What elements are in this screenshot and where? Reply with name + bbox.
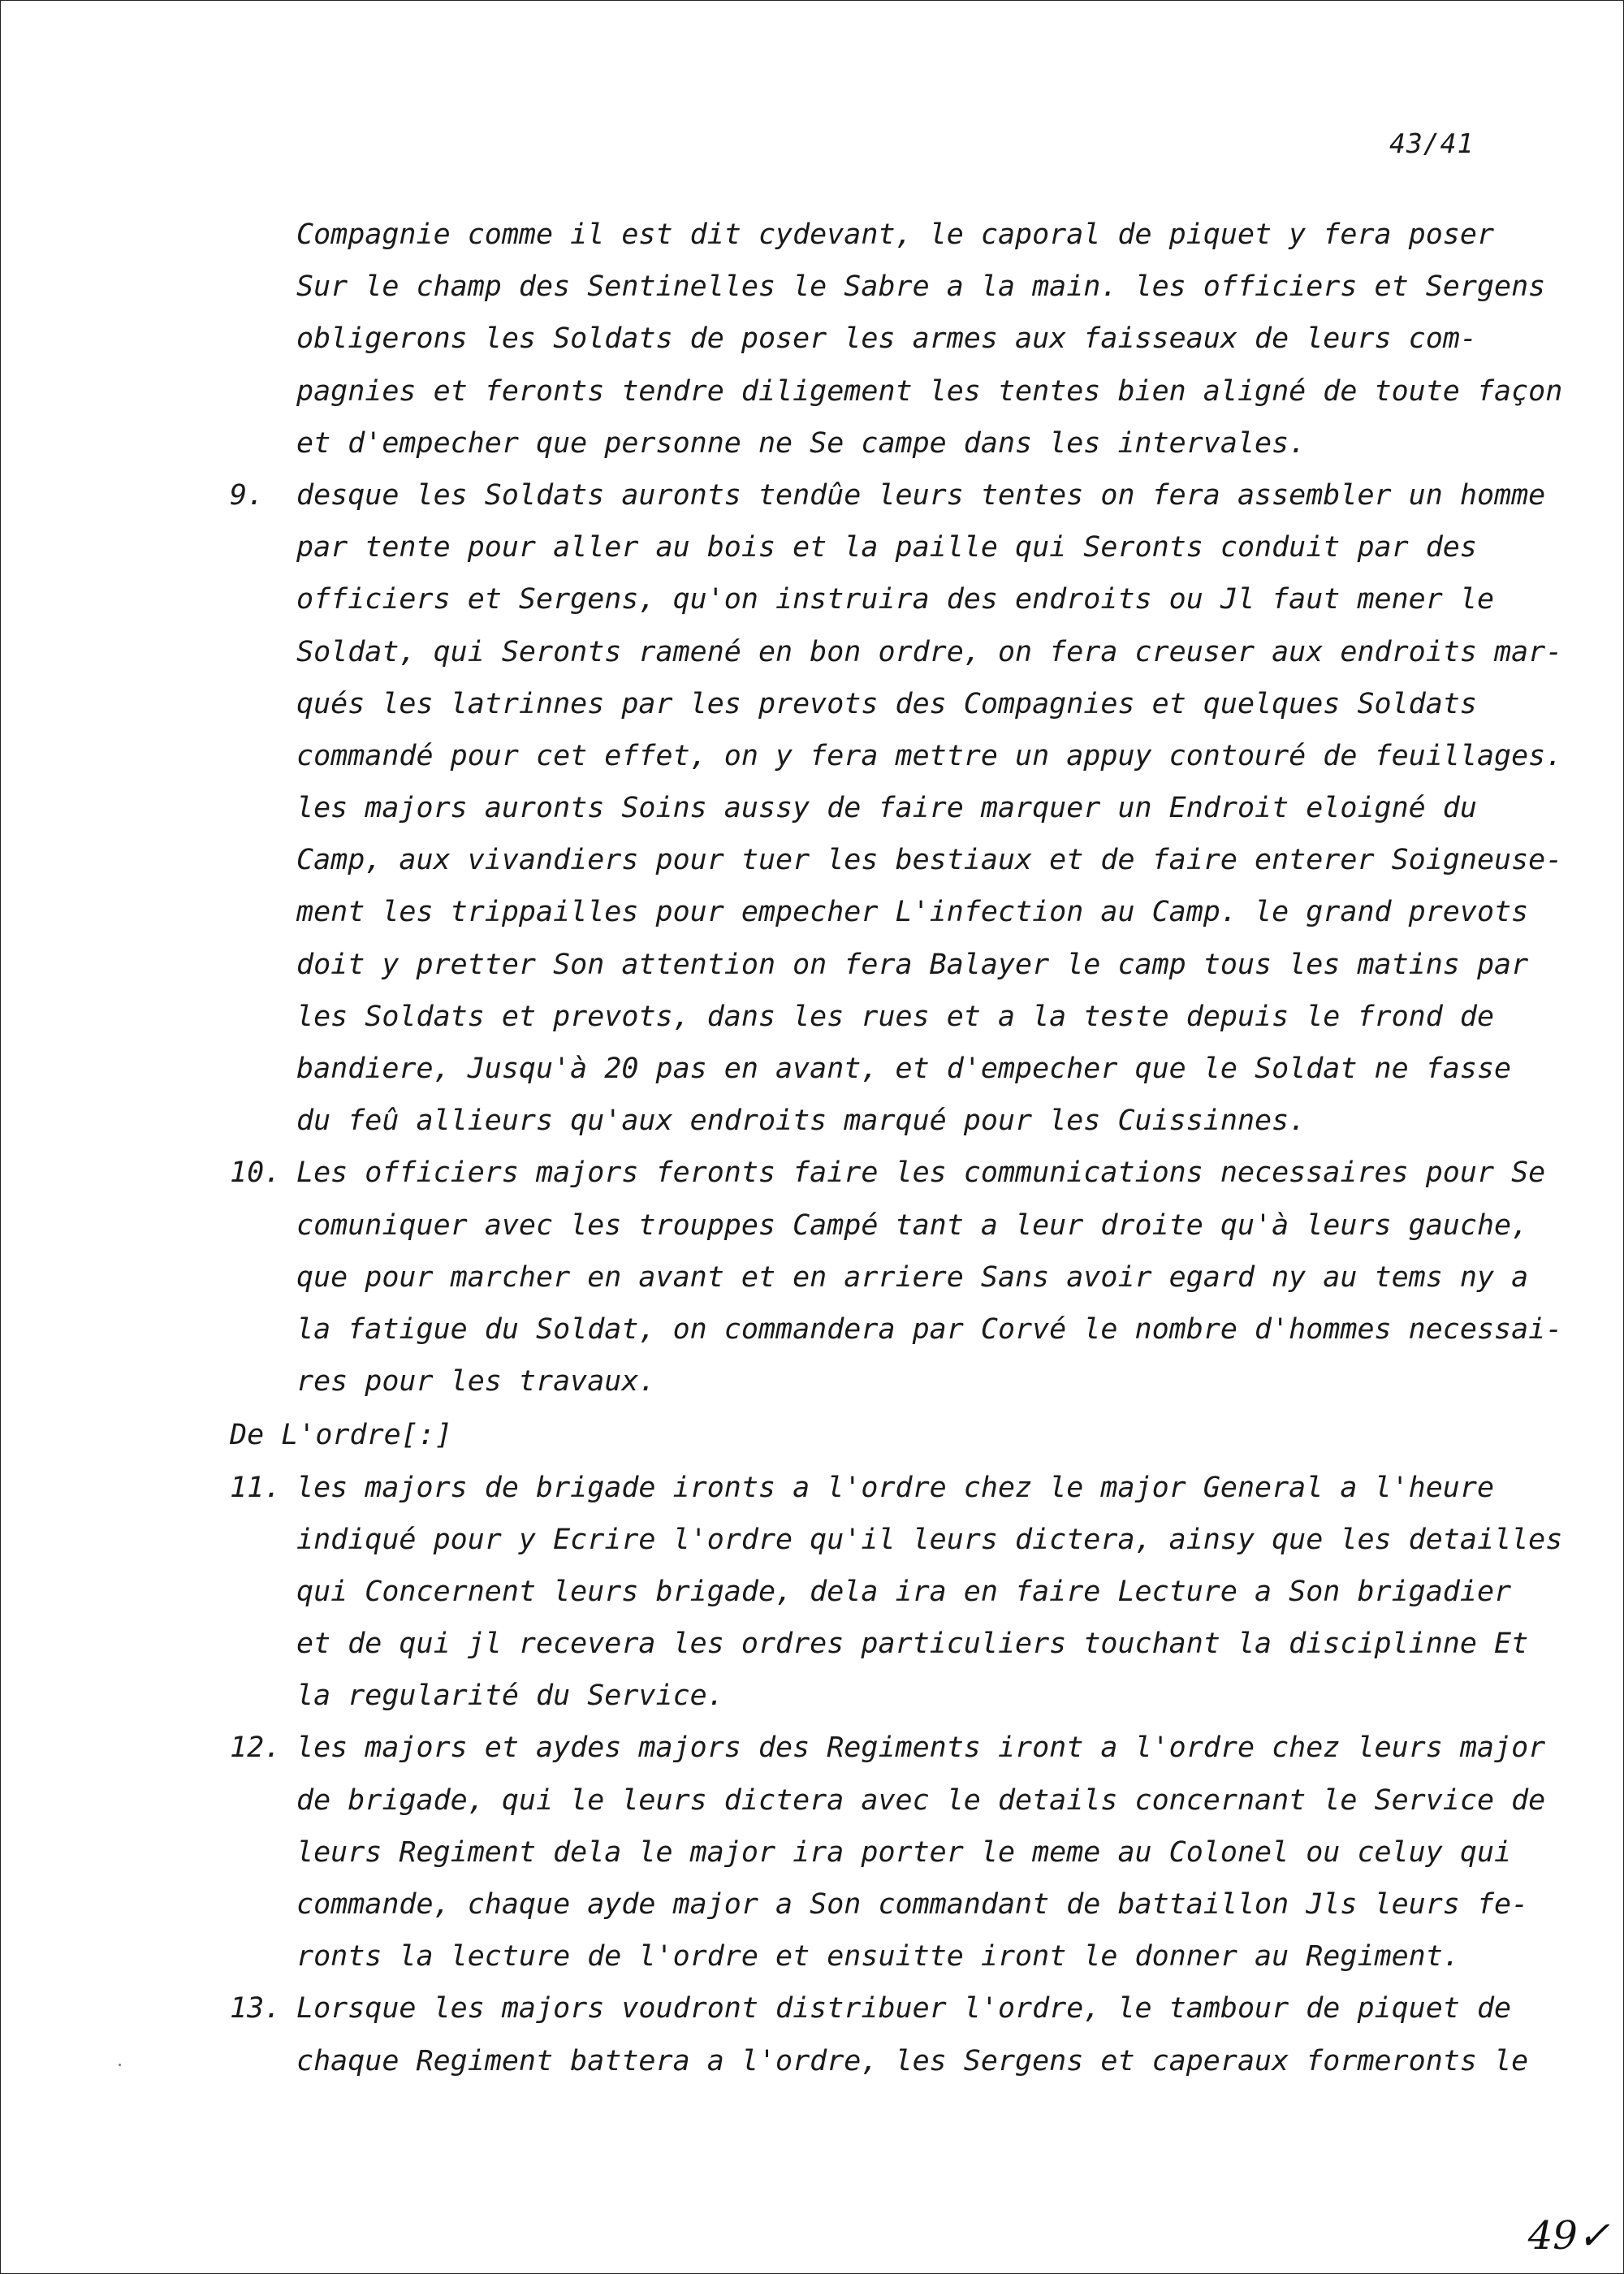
text-line: officiers et Sergens, qu'on instruira des endroits ou Jl faut mener le <box>296 583 1495 616</box>
item-number: 11. <box>230 1471 282 1504</box>
text-line: Lorsque les majors voudront distribuer l'ordre, le tambour de piquet de <box>296 1992 1512 2025</box>
handwritten-folio-mark: 49✓ <box>1527 2213 1610 2259</box>
text-line: qui Concernent leurs brigade, dela ira en faire Lecture a Son brigadier <box>296 1575 1512 1608</box>
text-line: comuniquer avec les trouppes Campé tant a leur droite qu'à leurs gauche, <box>296 1208 1529 1242</box>
text-line: Soldat, qui Seronts ramené en bon ordre, on fera creuser aux endroits mar- <box>296 635 1563 668</box>
text-line: chaque Regiment battera a l'ordre, les Sergens et caperaux formeronts le <box>296 2044 1529 2077</box>
text-line: res pour les travaux. <box>296 1365 656 1399</box>
text-line: les Soldats et prevots, dans les rues et a la teste depuis le frond de <box>296 1000 1495 1033</box>
text-line: Camp, aux vivandiers pour tuer les bestiaux et de faire enterer Soigneuse- <box>296 844 1563 877</box>
text-line: commande, chaque ayde major a Son commandant de battaillon Jls leurs fe- <box>296 1888 1529 1921</box>
page-number: 43/41 <box>1389 128 1475 159</box>
text-line: Compagnie comme il est dit cydevant, le caporal de piquet y fera poser <box>296 218 1495 251</box>
continuation-paragraph <box>230 209 1563 469</box>
numbered-item <box>230 1147 1563 1407</box>
text-line: de brigade, qui le leurs dictera avec le details concernant le Service de <box>296 1783 1546 1817</box>
numbered-item <box>230 1722 1546 1982</box>
text-line: ment les trippailles pour empecher L'infection au Camp. le grand prevots <box>296 896 1529 929</box>
text-line: du feû allieurs qu'aux endroits marqué pour les Cuissinnes. <box>296 1105 1307 1138</box>
text-line: par tente pour aller au bois et la paille qui Seronts conduit par des <box>296 531 1477 564</box>
text-line: les majors et aydes majors des Regiments iront a l'ordre chez leurs major <box>296 1731 1546 1765</box>
text-line: et de qui jl recevera les ordres particuliers touchant la disciplinne Et <box>296 1628 1529 1661</box>
text-line: bandiere, Jusqu'à 20 pas en avant, et d'empecher que le Soldat ne fasse <box>296 1053 1512 1085</box>
text-line: les majors de brigade ironts a l'ordre chez le major General a l'heure <box>296 1471 1495 1504</box>
item-number: 9. <box>230 478 265 512</box>
numbered-items-part1 <box>230 469 1563 1407</box>
numbered-item <box>230 1462 1563 1723</box>
item-number: 12. <box>230 1731 282 1765</box>
text-line: desque les Soldats auronts tendûe leurs tentes on fera assembler un homme <box>296 478 1546 512</box>
text-line: la regularité du Service. <box>296 1680 724 1713</box>
text-line: leurs Regiment dela le major ira porter le meme au Colonel ou celuy qui <box>296 1835 1512 1869</box>
text-line: doit y pretter Son attention on fera Balayer le camp tous les matins par <box>296 948 1529 981</box>
body-text <box>230 209 1563 2087</box>
text-line: Les officiers majors feronts faire les communications necessaires pour Se <box>296 1156 1546 1190</box>
scan-speck <box>119 2064 121 2066</box>
text-line: la fatigue du Soldat, on commandera par Corvé le nombre d'hommes necessai- <box>296 1312 1563 1346</box>
numbered-items-part2 <box>230 1462 1563 2087</box>
numbered-item <box>230 469 1563 1147</box>
item-number: 10. <box>230 1156 282 1190</box>
text-line: pagnies et feronts tendre diligement les tentes bien aligné de toute façon <box>296 374 1563 408</box>
text-line: commandé pour cet effet, on y fera mettre un appuy contouré de feuillages. <box>296 739 1563 772</box>
text-line: qués les latrinnes par les prevots des Compagnies et quelques Soldats <box>296 687 1477 720</box>
item-number: 13. <box>230 1992 282 2025</box>
text-line: et d'empecher que personne ne Se campe dans les intervales. <box>296 426 1307 460</box>
text-line: obligerons les Soldats de poser les armes aux faisseaux de leurs com- <box>296 322 1477 356</box>
section-heading: De L'ordre[:] <box>230 1419 452 1452</box>
text-line: que pour marcher en avant et en arriere Sans avoir egard ny au tems ny a <box>296 1260 1529 1294</box>
text-line: indiqué pour y Ecrire l'ordre qu'il leurs dictera, ainsy que les detailles <box>296 1523 1563 1556</box>
text-line: Sur le champ des Sentinelles le Sabre a la main. les officiers et Sergens <box>296 270 1546 304</box>
numbered-item <box>230 1982 1529 2086</box>
text-line: les majors auronts Soins aussy de faire marquer un Endroit eloigné du <box>296 792 1477 825</box>
text-line: ronts la lecture de l'ordre et ensuitte iront le donner au Regiment. <box>296 1940 1460 1974</box>
